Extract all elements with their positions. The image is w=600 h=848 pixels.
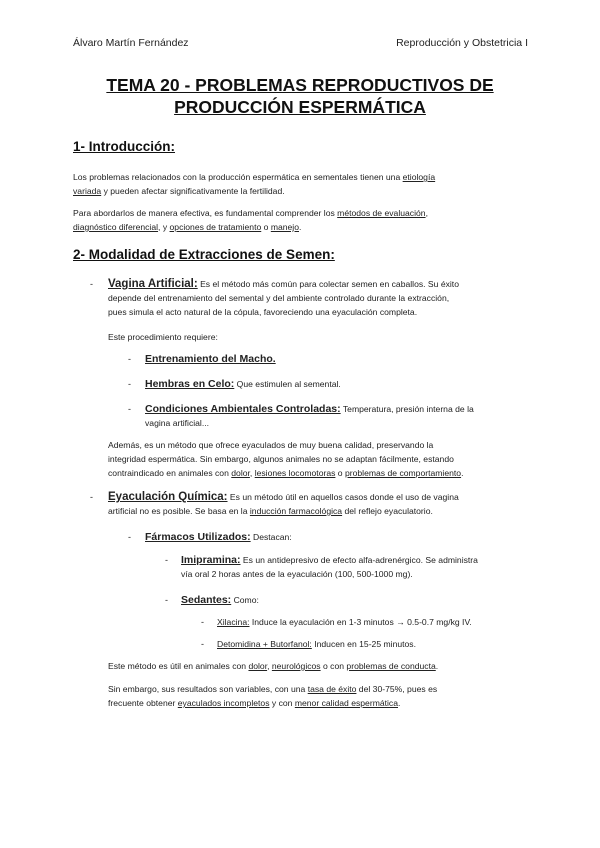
text: Además, es un método que ofrece eyaculados de muy buena calidad, preservando la [108, 440, 434, 450]
text: Como: [231, 595, 259, 605]
text: Inducen en 15-25 minutos. [311, 639, 416, 649]
text-underlined: opciones de tratamiento [169, 222, 262, 232]
text: Induce la eyaculación en 1-3 minutos → 0.5-0.7 mg/kg IV. [249, 617, 472, 627]
req-item-condiciones [145, 402, 540, 430]
intro-paragraph-2 [73, 206, 533, 234]
text: , [267, 661, 272, 671]
eyaculacion-quimica-block [108, 490, 538, 518]
bullet-dash: - [90, 279, 93, 289]
text-underlined: problemas de conducta [346, 661, 436, 671]
xilacina-item [217, 615, 472, 629]
text: frecuente obtener [108, 698, 178, 708]
bullet-dash: - [201, 639, 204, 649]
vagina-extra-paragraph [108, 438, 538, 480]
text: o con [320, 661, 347, 671]
farmacos-item [145, 530, 292, 544]
section-2-heading: 2- Modalidad de Extracciones de Semen: [73, 247, 335, 262]
text: integridad espermática. Sin embargo, algunos animales no se adaptan fácilmente, estando [108, 454, 454, 464]
text: , [249, 468, 255, 478]
intro-paragraph-1 [73, 170, 533, 198]
text-underlined: etiología [402, 172, 436, 182]
text: o [335, 468, 345, 478]
eyaculacion-quimica-label: Eyaculación Química: [108, 491, 228, 503]
text: . [299, 222, 302, 232]
bullet-dash: - [128, 379, 131, 389]
text: vía oral 2 horas antes de la eyaculación (100, 500-1000 mg). [181, 569, 413, 579]
bullet-dash: - [128, 404, 131, 414]
text-underlined: problemas de comportamiento [344, 468, 462, 478]
item-label: Sedantes: [181, 594, 232, 606]
text: y con [269, 698, 295, 708]
text-underlined: eyaculados incompletos [177, 698, 270, 708]
bullet-dash: - [201, 617, 204, 627]
text-underlined: diagnóstico diferencial [73, 222, 159, 232]
text: , y [158, 222, 170, 232]
req-item-entrenamiento [145, 352, 276, 366]
text-underlined: menor calidad espermática [294, 698, 399, 708]
header-author: Álvaro Martín Fernández [73, 37, 189, 49]
sedantes-item [181, 593, 259, 607]
quimica-util-paragraph [108, 659, 438, 673]
text-underlined: manejo [270, 222, 299, 232]
item-label: Fármacos Utilizados: [145, 531, 251, 543]
text-underlined: tasa de éxito [307, 684, 357, 694]
text: . [398, 698, 401, 708]
text: Es un método útil en aquellos casos donde el uso de vagina [227, 492, 459, 502]
text: del reflejo eyaculatorio. [342, 506, 433, 516]
item-label: Xilacina: [217, 617, 250, 627]
imipramina-item [181, 553, 541, 581]
text-underlined: variada [73, 186, 102, 196]
text: . [461, 468, 464, 478]
vagina-artificial-block [108, 277, 538, 319]
text-underlined: dolor [231, 468, 250, 478]
text: , [425, 208, 428, 218]
text-underlined: métodos de evaluación [337, 208, 426, 218]
text-underlined: inducción farmacológica [249, 506, 343, 516]
text: y pueden afectar significativamente la fertilidad. [101, 186, 285, 196]
text-underlined: neurológicos [271, 661, 321, 671]
bullet-dash: - [90, 492, 93, 502]
detomidina-item [217, 637, 416, 651]
text: Este método es útil en animales con [108, 661, 249, 671]
header-subject: Reproducción y Obstetricia I [396, 37, 528, 49]
title-line-2: PRODUCCIÓN ESPERMÁTICA [174, 97, 426, 117]
requires-text: Este procedimiento requiere: [108, 332, 218, 342]
text: Que estimulen al semental. [234, 379, 341, 389]
item-label: Imipramina: [181, 554, 241, 566]
item-label: Condiciones Ambientales Controladas: [145, 403, 341, 415]
text: vagina artificial... [145, 418, 210, 428]
text: depende del entrenamiento del semental y del ambiente controlado durante la extracción, [108, 293, 450, 303]
text: Temperatura, presión interna de la [340, 404, 474, 414]
text: Es el método más común para colectar semen en caballos. Su éxito [197, 279, 459, 289]
req-item-hembras [145, 377, 341, 391]
bullet-dash: - [128, 532, 131, 542]
text: Destacan: [250, 532, 292, 542]
text: artificial no es posible. Se basa en la [108, 506, 250, 516]
text: del 30-75%, pues es [356, 684, 438, 694]
item-label: Detomidina + Butorfanol: [217, 639, 312, 649]
text-underlined: lesiones locomotoras [254, 468, 336, 478]
item-label: Entrenamiento del Macho. [145, 353, 276, 365]
text: Es un antidepresivo de efecto alfa-adrenérgico. Se administra [240, 555, 478, 565]
text: . [435, 661, 439, 671]
text: Sin embargo, sus resultados son variables, con una [108, 684, 308, 694]
page-title [60, 74, 540, 118]
bullet-dash: - [128, 354, 131, 364]
text: Para abordarlos de manera efectiva, es fundamental comprender los [73, 208, 338, 218]
title-line-1: TEMA 20 - PROBLEMAS REPRODUCTIVOS DE [106, 75, 494, 95]
quimica-sin-embargo-paragraph [108, 682, 538, 710]
text-underlined: dolor [248, 661, 268, 671]
bullet-dash: - [165, 555, 168, 565]
text: pues simula el acto natural de la cópula, favoreciendo una eyaculación completa. [108, 307, 418, 317]
text: o [261, 222, 271, 232]
text: contraindicado en animales con [108, 468, 232, 478]
bullet-dash: - [165, 595, 168, 605]
text: Los problemas relacionados con la producción espermática en sementales tienen una [73, 172, 403, 182]
vagina-artificial-label: Vagina Artificial: [108, 278, 198, 290]
item-label: Hembras en Celo: [145, 378, 235, 390]
section-1-heading: 1- Introducción: [73, 139, 175, 154]
